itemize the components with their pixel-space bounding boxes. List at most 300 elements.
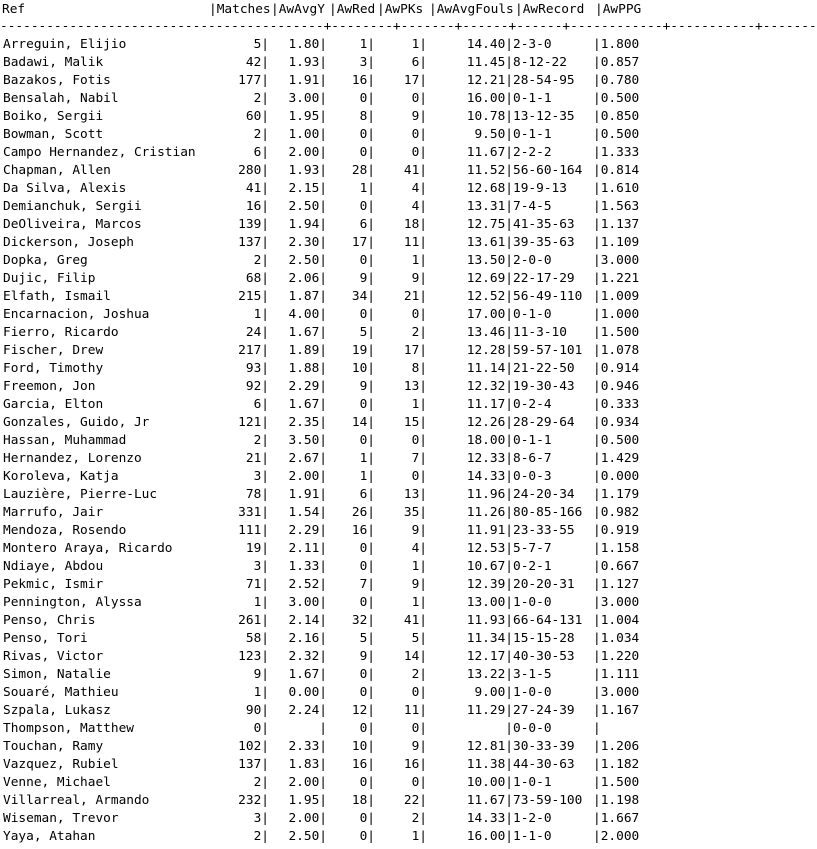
table-row [0, 648, 645, 666]
table-row [0, 828, 645, 846]
cell-awavgy: 2.30| [288, 235, 327, 250]
cell-matches: 6| [253, 145, 269, 160]
cell-awavgfouls: 18.00| [466, 433, 513, 448]
cell-awrecord: 13-12-35 [513, 109, 575, 124]
cell-matches: 2| [253, 775, 269, 790]
cell-ref: Elfath, Ismail [3, 289, 111, 304]
cell-awavgfouls: | [505, 721, 513, 736]
cell-ref: Hassan, Muhammad [3, 433, 127, 448]
cell-matches: 1| [253, 685, 269, 700]
cell-ref: Freemon, Jon [3, 379, 96, 394]
cell-awpks: 1| [411, 595, 427, 610]
cell-ref: Ford, Timothy [3, 361, 104, 376]
cell-matches: 60| [245, 109, 269, 124]
cell-awavgy: 2.14| [288, 613, 327, 628]
cell-awred: 0| [359, 433, 375, 448]
cell-awppg: |0.857 [593, 55, 640, 70]
cell-ref: Koroleva, Katja [3, 469, 119, 484]
cell-awppg: |1.500 [593, 775, 640, 790]
cell-awpks: 11| [403, 703, 427, 718]
table-row [0, 720, 645, 738]
cell-awred: 6| [359, 217, 375, 232]
cell-awpks: 2| [411, 325, 427, 340]
cell-ref: Boiko, Sergii [3, 109, 104, 124]
cell-awrecord: 28-54-95 [513, 73, 575, 88]
cell-awppg: |1.109 [593, 235, 640, 250]
cell-awrecord: 1-1-0 [513, 829, 552, 844]
column-header-awpks: |AwPKs [377, 2, 424, 17]
cell-awrecord: 21-22-50 [513, 361, 575, 376]
cell-awavgy: 2.50| [288, 199, 327, 214]
cell-awavgy: 1.95| [288, 109, 327, 124]
cell-awrecord: 2-2-2 [513, 145, 552, 160]
cell-awrecord: 0-0-3 [513, 469, 552, 484]
cell-awavgfouls: 11.45| [466, 55, 513, 70]
table-row [0, 360, 645, 378]
cell-awavgy: 1.93| [288, 163, 327, 178]
cell-matches: 78| [245, 487, 269, 502]
cell-awavgy: 4.00| [288, 307, 327, 322]
cell-awpks: 0| [411, 775, 427, 790]
cell-awred: 0| [359, 541, 375, 556]
cell-awrecord: 1-0-0 [513, 595, 552, 610]
table-row [0, 72, 645, 90]
cell-ref: Ndiaye, Abdou [3, 559, 104, 574]
cell-awavgy: 2.00| [288, 469, 327, 484]
cell-awppg: |1.158 [593, 541, 640, 556]
cell-matches: 111| [238, 523, 269, 538]
cell-awred: 9| [359, 379, 375, 394]
cell-awppg: |0.333 [593, 397, 640, 412]
cell-ref: Szpala, Lukasz [3, 703, 111, 718]
cell-awrecord: 41-35-63 [513, 217, 575, 232]
cell-awavgfouls: 13.31| [466, 199, 513, 214]
cell-awpks: 1| [411, 829, 427, 844]
cell-awrecord: 30-33-39 [513, 739, 575, 754]
cell-awrecord: 24-20-34 [513, 487, 575, 502]
cell-awppg: |1.610 [593, 181, 640, 196]
cell-ref: Demianchuk, Sergii [3, 199, 142, 214]
cell-awavgfouls: 12.69| [466, 271, 513, 286]
cell-awred: 0| [359, 559, 375, 574]
cell-matches: 2| [253, 433, 269, 448]
cell-matches: 24| [245, 325, 269, 340]
cell-awrecord: 8-12-22 [513, 55, 567, 70]
cell-awrecord: 0-0-0 [513, 721, 552, 736]
cell-awred: 32| [351, 613, 375, 628]
cell-ref: Vazquez, Rubiel [3, 757, 119, 772]
cell-awred: 0| [359, 91, 375, 106]
cell-matches: 71| [245, 577, 269, 592]
cell-ref: Penso, Chris [3, 613, 96, 628]
cell-awpks: 1| [411, 253, 427, 268]
cell-awred: 0| [359, 811, 375, 826]
cell-ref: Dopka, Greg [3, 253, 88, 268]
table-row [0, 738, 645, 756]
cell-awavgfouls: 12.39| [466, 577, 513, 592]
cell-awavgfouls: 11.26| [466, 505, 513, 520]
cell-ref: Venne, Michael [3, 775, 111, 790]
cell-awppg: |0.000 [593, 469, 640, 484]
cell-awavgfouls: 11.38| [466, 757, 513, 772]
table-row [0, 270, 645, 288]
cell-awppg: |0.667 [593, 559, 640, 574]
cell-awavgy: 2.06| [288, 271, 327, 286]
table-row [0, 810, 645, 828]
cell-awrecord: 23-33-55 [513, 523, 575, 538]
cell-ref: Mendoza, Rosendo [3, 523, 127, 538]
cell-awppg: |1.429 [593, 451, 640, 466]
cell-awpks: 13| [403, 487, 427, 502]
cell-awppg: |1.220 [593, 649, 640, 664]
cell-awrecord: 19-30-43 [513, 379, 575, 394]
header-row [0, 0, 645, 18]
cell-ref: Hernandez, Lorenzo [3, 451, 142, 466]
cell-awavgy: 2.29| [288, 523, 327, 538]
cell-awavgfouls: 11.14| [466, 361, 513, 376]
cell-awavgfouls: 9.00| [474, 685, 513, 700]
cell-awrecord: 11-3-10 [513, 325, 567, 340]
cell-awrecord: 39-35-63 [513, 235, 575, 250]
column-header-awppg: |AwPPG [595, 2, 642, 17]
cell-awavgy: 2.32| [288, 649, 327, 664]
cell-matches: 9| [253, 667, 269, 682]
cell-awrecord: 56-60-164 [513, 163, 583, 178]
cell-awppg: |3.000 [593, 685, 640, 700]
table-row [0, 774, 645, 792]
cell-awavgy: 2.16| [288, 631, 327, 646]
table-row [0, 216, 645, 234]
cell-awred: 10| [351, 739, 375, 754]
cell-awred: 1| [359, 451, 375, 466]
cell-awpks: 1| [411, 37, 427, 52]
cell-awred: 0| [359, 595, 375, 610]
cell-awavgy: 2.24| [288, 703, 327, 718]
cell-awavgfouls: 12.32| [466, 379, 513, 394]
cell-awppg: |1.111 [593, 667, 640, 682]
cell-awred: 0| [359, 145, 375, 160]
cell-ref: Arreguin, Elijio [3, 37, 127, 52]
cell-matches: 90| [245, 703, 269, 718]
table-row [0, 504, 645, 522]
cell-awavgy: | [319, 721, 327, 736]
cell-matches: 137| [238, 757, 269, 772]
cell-ref: Garcia, Elton [3, 397, 104, 412]
table-row [0, 324, 645, 342]
cell-awpks: 22| [403, 793, 427, 808]
cell-awppg: |1.009 [593, 289, 640, 304]
cell-awred: 28| [351, 163, 375, 178]
cell-ref: Lauzière, Pierre-Luc [3, 487, 158, 502]
cell-awred: 1| [359, 37, 375, 52]
table-row [0, 540, 645, 558]
table-row [0, 162, 645, 180]
cell-awppg: |1.800 [593, 37, 640, 52]
cell-awavgfouls: 11.52| [466, 163, 513, 178]
cell-awred: 0| [359, 253, 375, 268]
cell-awpks: 1| [411, 559, 427, 574]
table-row [0, 576, 645, 594]
cell-awavgfouls: 11.34| [466, 631, 513, 646]
table-row [0, 180, 645, 198]
cell-matches: 215| [238, 289, 269, 304]
cell-awpks: 0| [411, 433, 427, 448]
cell-matches: 217| [238, 343, 269, 358]
cell-awavgfouls: 10.00| [466, 775, 513, 790]
cell-ref: Gonzales, Guido, Jr [3, 415, 150, 430]
cell-awppg: |1.137 [593, 217, 640, 232]
cell-matches: 21| [245, 451, 269, 466]
cell-ref: Yaya, Atahan [3, 829, 96, 844]
table-row [0, 432, 645, 450]
cell-matches: 93| [245, 361, 269, 376]
cell-awavgy: 2.00| [288, 145, 327, 160]
cell-awrecord: 19-9-13 [513, 181, 567, 196]
cell-awred: 3| [359, 55, 375, 70]
cell-awred: 7| [359, 577, 375, 592]
cell-awavgy: 2.67| [288, 451, 327, 466]
cell-awrecord: 15-15-28 [513, 631, 575, 646]
cell-awred: 18| [351, 793, 375, 808]
cell-ref: Penso, Tori [3, 631, 88, 646]
cell-awppg: |1.667 [593, 811, 640, 826]
cell-awpks: 2| [411, 667, 427, 682]
cell-awavgfouls: 14.40| [466, 37, 513, 52]
cell-awred: 17| [351, 235, 375, 250]
cell-ref: Bensalah, Nabil [3, 91, 119, 106]
cell-awred: 0| [359, 307, 375, 322]
cell-matches: 3| [253, 559, 269, 574]
cell-awppg: |1.198 [593, 793, 640, 808]
cell-matches: 92| [245, 379, 269, 394]
cell-matches: 232| [238, 793, 269, 808]
cell-matches: 58| [245, 631, 269, 646]
cell-awpks: 5| [411, 631, 427, 646]
cell-awppg: |0.946 [593, 379, 640, 394]
cell-matches: 177| [238, 73, 269, 88]
cell-ref: Chapman, Allen [3, 163, 111, 178]
cell-awavgfouls: 11.29| [466, 703, 513, 718]
cell-awpks: 17| [403, 73, 427, 88]
cell-awavgy: 2.50| [288, 829, 327, 844]
cell-awrecord: 27-24-39 [513, 703, 575, 718]
table-row [0, 252, 645, 270]
table-row [0, 306, 645, 324]
cell-awavgy: 0.00| [288, 685, 327, 700]
cell-awppg: |1.127 [593, 577, 640, 592]
cell-awrecord: 0-2-4 [513, 397, 552, 412]
cell-awavgfouls: 16.00| [466, 829, 513, 844]
cell-awrecord: 1-2-0 [513, 811, 552, 826]
table-row [0, 792, 645, 810]
cell-awppg: |1.179 [593, 487, 640, 502]
cell-awavgy: 1.91| [288, 73, 327, 88]
cell-awpks: 17| [403, 343, 427, 358]
column-header-matches: |Matches [209, 2, 271, 17]
cell-awavgfouls: 10.78| [466, 109, 513, 124]
cell-awavgfouls: 16.00| [466, 91, 513, 106]
cell-awpks: 18| [403, 217, 427, 232]
cell-awppg: |2.000 [593, 829, 640, 844]
cell-matches: 3| [253, 811, 269, 826]
cell-awrecord: 28-29-64 [513, 415, 575, 430]
cell-awppg: |1.563 [593, 199, 640, 214]
cell-awred: 0| [359, 667, 375, 682]
cell-awavgfouls: 12.81| [466, 739, 513, 754]
cell-awred: 0| [359, 829, 375, 844]
cell-awrecord: 59-57-101 [513, 343, 583, 358]
cell-awavgfouls: 11.93| [466, 613, 513, 628]
table-row [0, 234, 645, 252]
cell-ref: Bowman, Scott [3, 127, 104, 142]
cell-awrecord: 7-4-5 [513, 199, 552, 214]
cell-awppg: |1.034 [593, 631, 640, 646]
cell-awppg: |1.182 [593, 757, 640, 772]
cell-awred: 10| [351, 361, 375, 376]
cell-awpks: 8| [411, 361, 427, 376]
cell-matches: 102| [238, 739, 269, 754]
cell-awppg: |0.914 [593, 361, 640, 376]
cell-awred: 0| [359, 127, 375, 142]
cell-awavgy: 1.67| [288, 667, 327, 682]
cell-awppg: |3.000 [593, 253, 640, 268]
cell-awavgfouls: 12.52| [466, 289, 513, 304]
cell-awavgfouls: 11.91| [466, 523, 513, 538]
cell-awpks: 0| [411, 721, 427, 736]
cell-awred: 0| [359, 775, 375, 790]
cell-awavgy: 2.35| [288, 415, 327, 430]
cell-matches: 2| [253, 829, 269, 844]
cell-awred: 0| [359, 199, 375, 214]
header-separator: ------------------------------------------+--------+-------+------+------+------------+-----------+------- [0, 19, 817, 34]
cell-awrecord: 22-17-29 [513, 271, 575, 286]
cell-awavgy: 1.95| [288, 793, 327, 808]
cell-matches: 2| [253, 127, 269, 142]
table-row [0, 108, 645, 126]
cell-ref: DeOliveira, Marcos [3, 217, 142, 232]
cell-matches: 6| [253, 397, 269, 412]
cell-ref: Villarreal, Armando [3, 793, 150, 808]
cell-awred: 34| [351, 289, 375, 304]
cell-awavgy: 1.87| [288, 289, 327, 304]
cell-matches: 123| [238, 649, 269, 664]
cell-awavgfouls: 11.17| [466, 397, 513, 412]
cell-awred: 16| [351, 73, 375, 88]
cell-matches: 3| [253, 469, 269, 484]
cell-ref: Wiseman, Trevor [3, 811, 119, 826]
cell-awppg: |0.500 [593, 127, 640, 142]
cell-awavgy: 2.52| [288, 577, 327, 592]
cell-awavgfouls: 13.50| [466, 253, 513, 268]
table-row [0, 342, 645, 360]
cell-awred: 16| [351, 757, 375, 772]
cell-awpks: 9| [411, 271, 427, 286]
table-row [0, 288, 645, 306]
cell-awred: 1| [359, 181, 375, 196]
cell-awavgy: 1.94| [288, 217, 327, 232]
cell-awavgfouls: 11.67| [466, 145, 513, 160]
table-row [0, 666, 645, 684]
cell-ref: Rivas, Victor [3, 649, 104, 664]
cell-awavgy: 1.89| [288, 343, 327, 358]
cell-ref: Fischer, Drew [3, 343, 104, 358]
cell-awred: 12| [351, 703, 375, 718]
table-row [0, 90, 645, 108]
cell-awrecord: 66-64-131 [513, 613, 583, 628]
cell-awavgfouls: 12.75| [466, 217, 513, 232]
cell-ref: Touchan, Ramy [3, 739, 104, 754]
table-row [0, 378, 645, 396]
cell-awavgfouls: 13.22| [466, 667, 513, 682]
table-row [0, 468, 645, 486]
column-header-awavgy: |AwAvgY [271, 2, 325, 17]
cell-awpks: 4| [411, 181, 427, 196]
cell-awavgfouls: 12.21| [466, 73, 513, 88]
cell-awavgy: 3.00| [288, 595, 327, 610]
cell-awred: 6| [359, 487, 375, 502]
cell-matches: 137| [238, 235, 269, 250]
cell-awpks: 0| [411, 91, 427, 106]
cell-awpks: 9| [411, 109, 427, 124]
table-row [0, 594, 645, 612]
cell-awrecord: 1-0-1 [513, 775, 552, 790]
cell-matches: 2| [253, 253, 269, 268]
cell-awavgfouls: 17.00| [466, 307, 513, 322]
table-row [0, 684, 645, 702]
cell-matches: 19| [245, 541, 269, 556]
cell-awppg: |1.004 [593, 613, 640, 628]
cell-awppg: |3.000 [593, 595, 640, 610]
cell-awavgfouls: 13.61| [466, 235, 513, 250]
cell-awavgy: 2.00| [288, 811, 327, 826]
cell-awppg: |0.780 [593, 73, 640, 88]
cell-awrecord: 3-1-5 [513, 667, 552, 682]
cell-awpks: 0| [411, 145, 427, 160]
cell-awpks: 6| [411, 55, 427, 70]
cell-awavgy: 1.80| [288, 37, 327, 52]
cell-awrecord: 0-2-1 [513, 559, 552, 574]
cell-ref: Simon, Natalie [3, 667, 111, 682]
cell-ref: Dujic, Filip [3, 271, 96, 286]
cell-ref: Bazakos, Fotis [3, 73, 111, 88]
cell-awppg: |0.934 [593, 415, 640, 430]
cell-awred: 8| [359, 109, 375, 124]
table-row [0, 126, 645, 144]
cell-awrecord: 40-30-53 [513, 649, 575, 664]
cell-awavgfouls: 12.28| [466, 343, 513, 358]
cell-awred: 9| [359, 271, 375, 286]
cell-awpks: 4| [411, 541, 427, 556]
cell-matches: 0| [253, 721, 269, 736]
cell-awppg: | [593, 721, 601, 736]
cell-matches: 1| [253, 595, 269, 610]
cell-awrecord: 8-6-7 [513, 451, 552, 466]
table-row [0, 144, 645, 162]
cell-awppg: |1.333 [593, 145, 640, 160]
table-row [0, 450, 645, 468]
cell-ref: Souaré, Mathieu [3, 685, 119, 700]
cell-awrecord: 0-1-1 [513, 433, 552, 448]
cell-matches: 68| [245, 271, 269, 286]
cell-awrecord: 0-1-0 [513, 307, 552, 322]
cell-awavgy: 1.93| [288, 55, 327, 70]
cell-awrecord: 56-49-110 [513, 289, 583, 304]
table-row [0, 414, 645, 432]
cell-awpks: 0| [411, 127, 427, 142]
cell-ref: Campo Hernandez, Cristian [3, 145, 196, 160]
cell-awavgfouls: 13.46| [466, 325, 513, 340]
cell-ref: Thompson, Matthew [3, 721, 134, 736]
